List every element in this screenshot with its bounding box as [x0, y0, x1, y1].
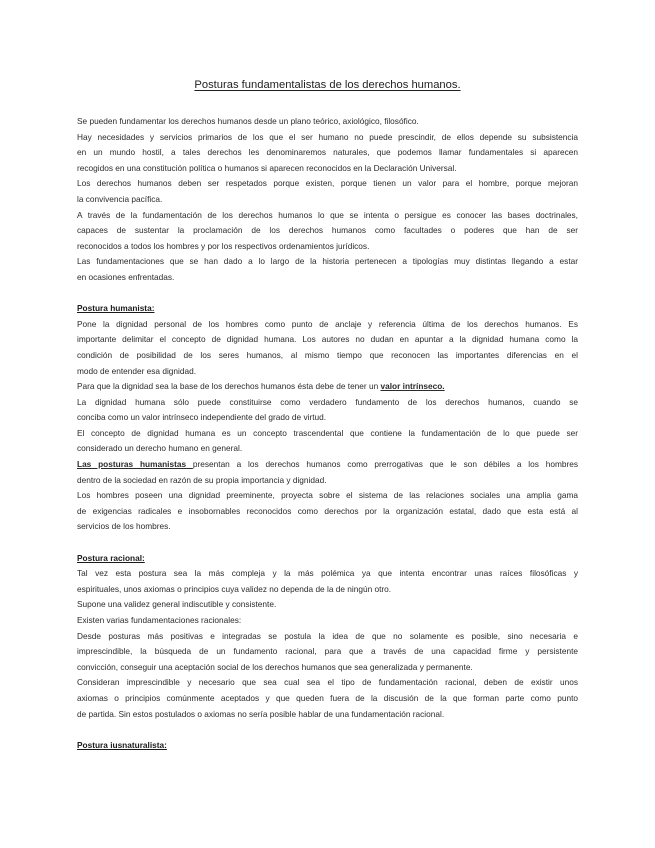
section-heading-humanista: Postura humanista:	[77, 303, 155, 314]
paragraph-line: Se pueden fundamentar los derechos humanos desde un plano teórico, axiológico, filosófico.	[77, 116, 419, 126]
paragraph-line	[77, 379, 578, 395]
section-heading-racional: Postura racional:	[77, 552, 145, 563]
spacer	[77, 722, 578, 738]
paragraph-line: Los hombres poseen una dignidad preeminente, proyecta sobre el sistema de las relaciones sociales una amplia gama	[77, 490, 578, 501]
paragraph-line: dentro de la sociedad en razón de su propia importancia y dignidad.	[77, 474, 327, 485]
paragraph-line: Consideran imprescindible y necesario que sea cual sea el tipo de fundamentación racional, deben de existir unos	[77, 677, 578, 688]
paragraph-line	[77, 457, 578, 473]
paragraph-line: en ocasiones enfrentadas.	[77, 271, 175, 282]
paragraph-line: Los derechos humanos deben ser respetados porque existen, porque tienen un valor para el hombre, porque mejoran	[77, 178, 578, 189]
paragraph-text: presentan a los derechos humanos como prerrogativas que le son débiles a los hombres	[192, 459, 578, 470]
paragraph-line: de exigencias radicales e insobornables reconocidos como derechos por la organización estatal, dado que esta está al	[77, 505, 578, 516]
paragraph-line: conciba como un valor intrínseco independiente del grado de virtud.	[77, 412, 327, 423]
paragraph-line: imprescindible, la búsqueda de un fundamento racional, para que a través de una capacidad firme y persistente	[77, 646, 578, 657]
paragraph-line: Supone una validez general indiscutible y consistente.	[77, 599, 277, 610]
paragraph-line: Pone la dignidad personal de los hombres como punto de anclaje y referencia última de los derechos humanos. Es	[77, 318, 578, 329]
emphasis-posturas-humanistas: Las posturas humanistas	[77, 459, 193, 470]
emphasis-valor-intrinseco: valor intrínseco.	[380, 381, 445, 392]
paragraph-line: reconocidos a todos los hombres y por los respectivos ordenamientos jurídicos.	[77, 240, 370, 251]
paragraph-line: Desde posturas más positivas e integradas se postula la idea de que no solamente es posible, sino necesaria e	[77, 630, 578, 641]
paragraph-line: Las fundamentaciones que se han dado a lo largo de la historia pertenecen a tipologías muy distintas llegando a estar	[77, 256, 578, 267]
paragraph-line: la convivencia pacífica.	[77, 193, 163, 204]
spacer	[77, 286, 578, 302]
paragraph-line: en un mundo hostil, a tales derechos les denominaremos naturales, que podemos llamar fundamentales si aparecen	[77, 147, 578, 158]
paragraph-line: La dignidad humana sólo puede constituirse como verdadero fundamento de los derechos humanos, cuando se	[77, 396, 578, 407]
paragraph-line: de partida. Sin estos postulados o axiomas no sería posible hablar de una fundamentación racional.	[77, 708, 445, 719]
paragraph-line: recogidos en una constitución política o humanos si aparecen reconocidos en la Declaración Universal.	[77, 162, 457, 173]
paragraph-line: convicción, conseguir una aceptación social de los derechos humanos que sea generalizada y permanente.	[77, 661, 473, 672]
paragraph-line: axiomas o principios comúnmente aceptados y que queden fuera de la discusión de la que forman parte como punto	[77, 692, 578, 703]
paragraph-line: El concepto de dignidad humana es un concepto trascendental que contiene la fundamentación de lo que puede ser	[77, 427, 578, 438]
paragraph-line: importante delimitar el concepto de dignidad humana. Los autores no dudan en apuntar a la dignidad humana como la	[77, 334, 578, 345]
paragraph-line: Tal vez esta postura sea la más compleja y la más polémica ya que intenta encontrar unas raíces filosóficas y	[77, 568, 578, 579]
document-title: Posturas fundamentalistas de los derechos humanos.	[194, 79, 461, 91]
paragraph-line: Existen varias fundamentaciones racionales:	[77, 615, 242, 625]
paragraph-line: espirituales, unos axiomas o principios cuya validez no dependa de la de ningún otro.	[77, 583, 392, 594]
paragraph-line: A través de la fundamentación de los derechos humanos lo que se intenta o persigue es conocer las bases doctrinales,	[77, 209, 578, 220]
paragraph-line: capaces de sustentar la proclamación de los derechos humanos como facultades o poderes que han de ser	[77, 225, 578, 236]
spacer	[77, 535, 578, 551]
paragraph-line: servicios de los hombres.	[77, 521, 171, 532]
paragraph-line: considerado un derecho humano en general.	[77, 443, 243, 454]
paragraph-line: modo de entender esa dignidad.	[77, 365, 197, 376]
document-body	[77, 114, 578, 753]
section-heading-iusnaturalista: Postura iusnaturalista:	[77, 739, 167, 750]
paragraph-line: condición de posibilidad de los seres humanos, al mismo tiempo que reconocen las importantes diferencias en el	[77, 349, 578, 360]
paragraph-text: Para que la dignidad sea la base de los derechos humanos ésta debe de tener un	[77, 381, 381, 392]
paragraph-line: Hay necesidades y servicios primarios de los que el ser humano no puede prescindir, de ellos depende su subsistencia	[77, 131, 578, 142]
